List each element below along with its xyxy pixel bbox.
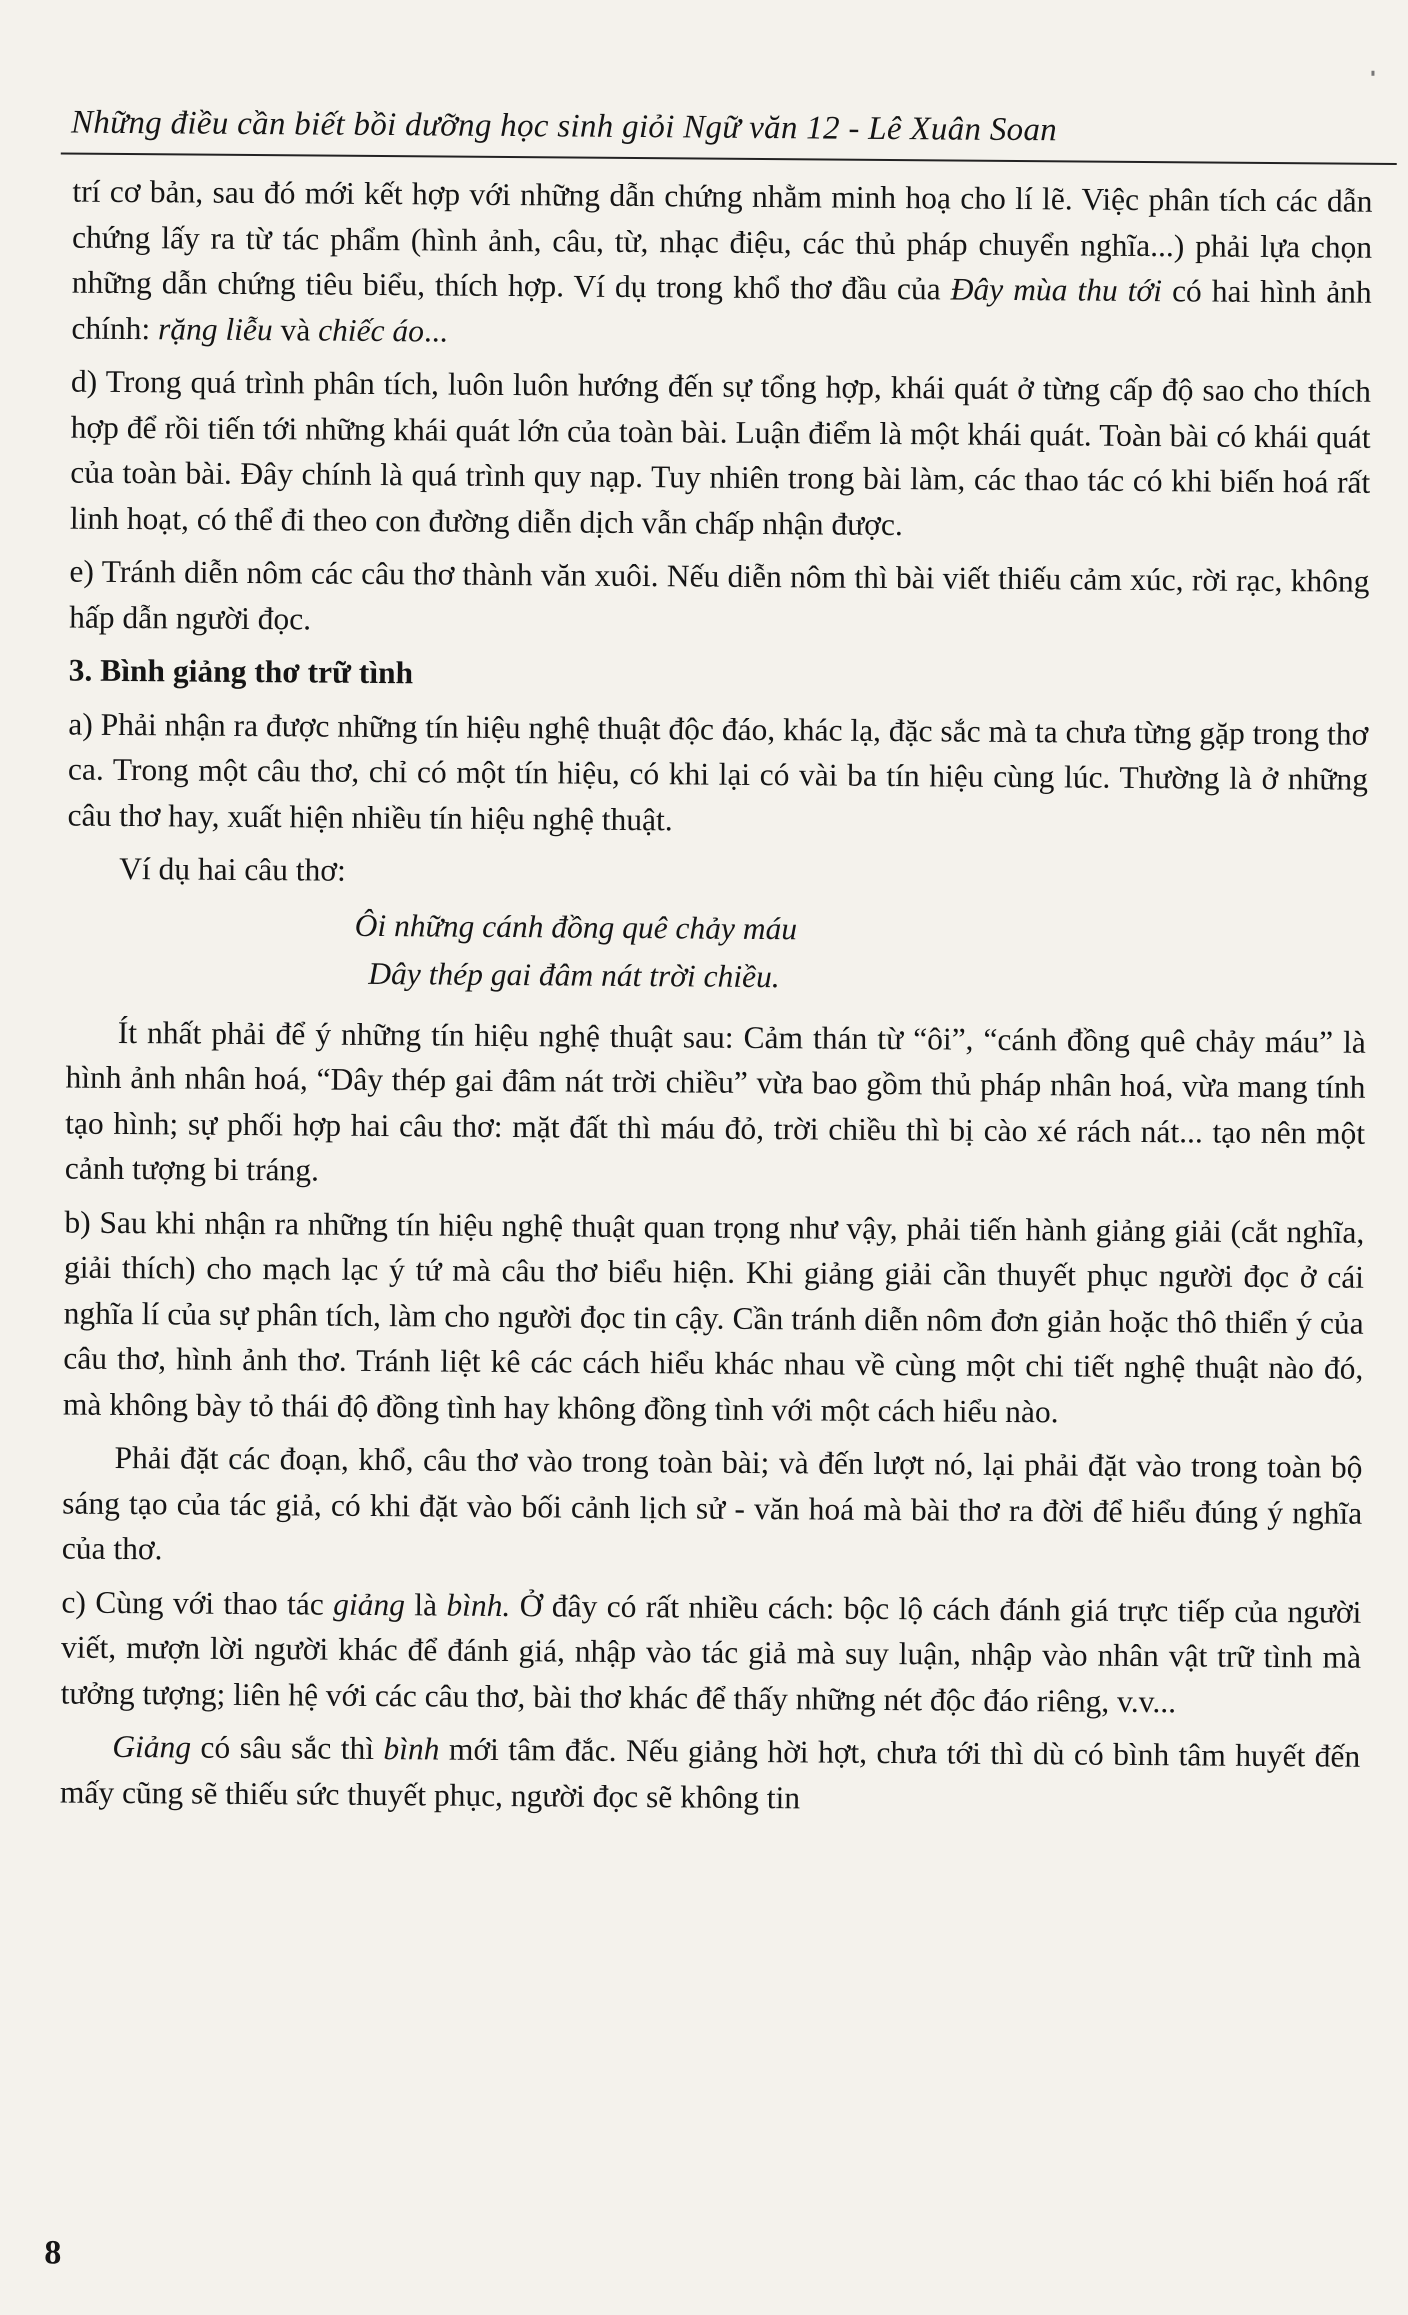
text-run: mới tâm đắc. Nếu giảng hời hợt, chưa tới thì dù có bình tâm huyết đến mấy cũng sẽ thiếu sức thuyết phục, người đọc sẽ không tin	[59, 1731, 1361, 1815]
text-run: c) Cùng với thao tác	[61, 1584, 334, 1622]
term-giang: giảng	[333, 1586, 406, 1622]
paragraph-continued	[71, 169, 1372, 361]
paragraph-placement: Phải đặt các đoạn, khổ, câu thơ vào trong toàn bài; và đến lượt nó, lại phải đặt vào trong toàn bộ sáng tạo của tác giả, có khi đặt vào bối cảnh lịch sử - văn hoá mà bài thơ ra đời để hiểu đúng ý nghĩa của thơ.	[61, 1439, 1363, 1567]
header-rule	[61, 152, 1397, 164]
text-run: có hai hình ảnh chính:	[71, 273, 1372, 346]
text-run: trí cơ bản, sau đó mới kết hợp với những dẫn chứng nhằm minh hoạ cho lí lẽ. Việc phân tích các dẫn chứng lấy ra từ tác phẩm (hình ảnh, câu, từ, nhạc điệu, các thủ pháp chuyển nghĩa...) phải lựa chọn những dẫn chứng tiêu biểu, thích hợp. Ví dụ trong khổ thơ đầu của	[71, 173, 1373, 307]
image-term: chiếc áo	[318, 312, 425, 348]
text-run: có sâu sắc thì	[190, 1729, 384, 1767]
verse-line: Dây thép gai đâm nát trời chiều.	[368, 955, 780, 994]
term-giang: Giảng	[112, 1728, 192, 1765]
paragraph-3a: a) Phải nhận ra được những tín hiệu nghệ thuật độc đáo, khác lạ, đặc sắc mà ta chưa từng gặp trong thơ ca. Trong một câu thơ, chỉ có một tín hiệu, có khi lại có vài ba tín hiệu cùng lúc. Thường là ở những câu thơ hay, xuất hiện nhiều tín hiệu nghệ thuật.	[67, 706, 1369, 837]
page-body	[60, 169, 1373, 1833]
text-run: và	[272, 311, 319, 348]
example-intro: Ví dụ hai câu thơ:	[119, 850, 346, 888]
page-number: 8	[44, 2234, 62, 2272]
paragraph-e: e) Tránh diễn nôm các câu thơ thành văn xuôi. Nếu diễn nôm thì bài viết thiếu cảm xúc, rời rạc, không hấp dẫn người đọc.	[69, 553, 1370, 636]
verse-quote	[354, 901, 1367, 1005]
paragraph-signals: Ít nhất phải để ý những tín hiệu nghệ thuật sau: Cảm thán từ “ôi”, “cánh đồng quê chảy máu” là hình ảnh nhân hoá, “Dây thép gai đâm nát trời chiều” vừa bao gồm thủ pháp nhân hoá, vừa mang tính tạo hình; sự phối hợp hai câu thơ: mặt đất thì máu đỏ, trời chiều thì bị cào xé rách nát... tạo nên một cảnh tượng bi tráng.	[64, 1014, 1366, 1188]
text-run: là	[404, 1586, 447, 1623]
term-binh: bình.	[446, 1587, 511, 1623]
text-run: Ở đây có rất nhiều cách: bộc lộ cách đánh giá trực tiếp của người viết, mượn lời người khác để đánh giá, nhập vào tác giả mà suy luận, nhập vào nhân vật trữ tình mà tưởng tượng; liên hệ với các câu thơ, bài thơ khác để thấy những nét độc đáo riêng, v.v...	[60, 1587, 1362, 1719]
paragraph-3c	[61, 1579, 1362, 1726]
paragraph-3b: b) Sau khi nhận ra những tín hiệu nghệ thuật quan trọng như vậy, phải tiến hành giảng giải (cắt nghĩa, giải thích) cho mạch lạc ý tứ mà câu thơ biểu hiện. Khi giảng giải cần thuyết phục người đọc ở cái nghĩa lí của sự phân tích, làm cho người đọc tin cậy. Cần tránh diễn nôm đơn giản hoặc thô thiển ý của câu thơ, hình ảnh thơ. Tránh liệt kê các cách hiểu khác nhau về cùng một chi tiết nghệ thuật nào đó, mà không bày tỏ thái độ đồng tình hay không đồng tình với một cách hiểu nào.	[62, 1204, 1365, 1429]
section-heading: 3. Bình giảng thơ trữ tình	[68, 652, 414, 691]
paragraph-final	[60, 1724, 1361, 1825]
text-run: ...	[423, 312, 448, 349]
term-binh: bình	[383, 1731, 440, 1767]
verse-line: Ôi những cánh đồng quê chảy máu	[354, 907, 798, 946]
paragraph-d: d) Trong quá trình phân tích, luôn luôn hướng đến sự tổng hợp, khái quát ở từng cấp độ sao cho thích hợp để rồi tiến tới những khái quát lớn của toàn bài. Luận điểm là một khái quát. Toàn bài có khái quát của toàn bài. Đây chính là quá trình quy nạp. Tuy nhiên trong bài làm, các thao tác có khi biến hoá rất linh hoạt, có thể đi theo con đường diễn dịch vẫn chấp nhận được.	[69, 363, 1372, 542]
image-term: rặng liễu	[157, 310, 273, 347]
poem-title: Đây mùa thu tới	[950, 271, 1163, 309]
running-header: Những điều cần biết bồi dưỡng học sinh giỏi Ngữ văn 12 - Lê Xuân Soan	[70, 104, 1058, 149]
scan-mark	[1371, 71, 1374, 76]
